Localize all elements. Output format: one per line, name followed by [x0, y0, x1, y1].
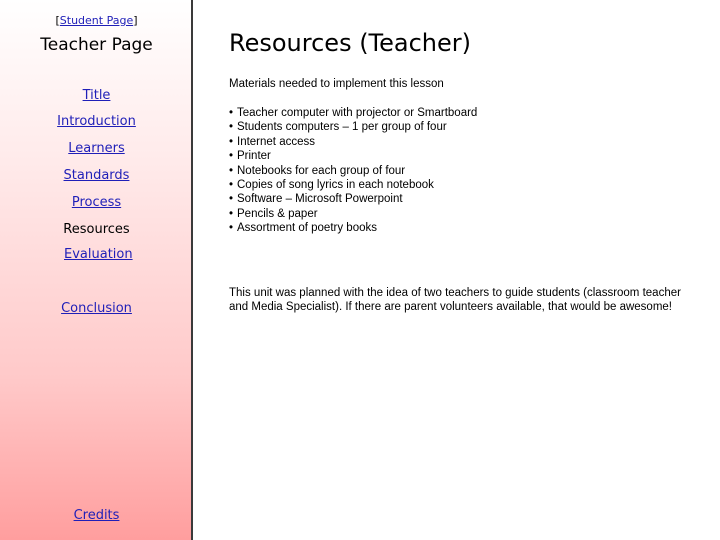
student-page-link[interactable]: Student Page: [59, 14, 134, 27]
list-item: [229, 135, 477, 149]
nav-item-process[interactable]: [0, 191, 193, 210]
nav-item-credits[interactable]: [0, 504, 193, 523]
list-item-text: Notebooks for each group of four: [237, 164, 406, 177]
list-item: [229, 120, 477, 134]
page-title: Resources (Teacher): [229, 29, 472, 57]
bullet-icon: •: [229, 222, 234, 235]
materials-intro: Materials needed to implement this lesson: [229, 78, 444, 90]
bullet-icon: •: [229, 121, 234, 134]
nav-link-learners[interactable]: Learners: [68, 141, 125, 156]
teacher-page-heading: Teacher Page: [40, 35, 153, 55]
nav-item-learners[interactable]: [0, 137, 193, 156]
student-page-bracket-close: ]: [133, 14, 138, 27]
list-item-text: Students computers – 1 per group of four: [237, 121, 447, 134]
bullet-icon: •: [229, 207, 234, 220]
nav-item-conclusion[interactable]: [0, 297, 193, 316]
nav-link-conclusion[interactable]: Conclusion: [61, 301, 132, 316]
list-item-text: Printer: [237, 150, 271, 163]
planning-note: This unit was planned with the idea of two teachers to guide students (classroom teacher and Media Specialist). If there are parent volunteers available, that would be awesome!: [229, 287, 681, 314]
list-item-text: Assortment of poetry books: [237, 222, 377, 235]
list-item-text: Teacher computer with projector or Smartboard: [237, 107, 478, 119]
student-page-line: [0, 14, 193, 27]
nav-item-introduction[interactable]: [0, 110, 193, 129]
nav-item-title[interactable]: [0, 84, 193, 103]
list-item-text: Internet access: [237, 135, 315, 148]
sidebar-nav: [0, 0, 193, 540]
list-item: [229, 207, 477, 221]
list-item-text: Pencils & paper: [237, 207, 318, 220]
bullet-icon: •: [229, 107, 234, 119]
bullet-icon: •: [229, 135, 234, 148]
nav-link-standards[interactable]: Standards: [63, 168, 130, 183]
nav-item-standards[interactable]: [0, 164, 193, 183]
list-item-text: Software – Microsoft Powerpoint: [237, 193, 403, 206]
nav-item-evaluation[interactable]: [0, 243, 133, 262]
list-item: [229, 192, 477, 206]
bullet-icon: •: [229, 150, 234, 163]
nav-label-resources: Resources: [63, 222, 130, 237]
nav-link-process[interactable]: Process: [71, 195, 122, 210]
list-item: [229, 178, 477, 192]
nav-link-introduction[interactable]: Introduction: [57, 114, 136, 129]
list-item: [229, 149, 477, 163]
list-item: [229, 106, 477, 120]
bullet-icon: •: [229, 179, 234, 192]
nav-link-evaluation[interactable]: Evaluation: [64, 247, 133, 262]
student-page-bracket-open: [: [55, 14, 60, 27]
list-item: [229, 164, 477, 178]
nav-item-resources-current: [0, 218, 193, 237]
list-item: [229, 221, 477, 235]
bullet-icon: •: [229, 193, 234, 206]
list-item-text: Copies of song lyrics in each notebook: [237, 179, 434, 192]
bullet-icon: •: [229, 164, 234, 177]
nav-link-credits[interactable]: Credits: [73, 508, 120, 523]
nav-link-title[interactable]: Title: [82, 88, 111, 103]
materials-list: [229, 106, 477, 236]
